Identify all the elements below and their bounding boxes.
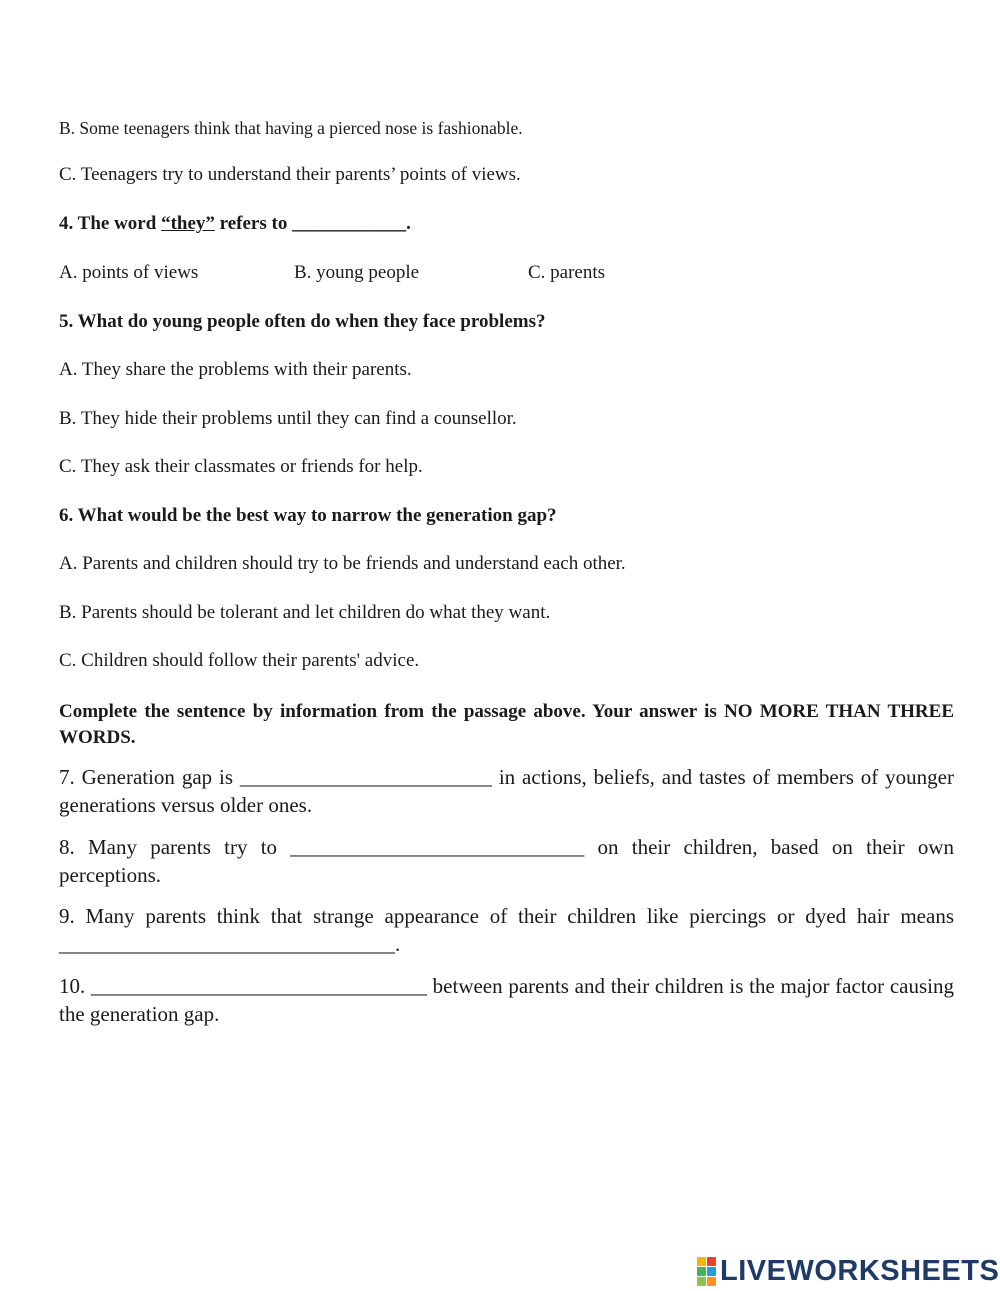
q4-option-c: C. parents bbox=[528, 262, 606, 283]
fill-in-instruction: Complete the sentence by information from the passage above. Your answer is NO MORE THAN THREE WORDS. bbox=[59, 701, 954, 748]
q4-option-a: A. points of views bbox=[59, 262, 199, 283]
logo-block bbox=[697, 1277, 706, 1286]
logo-blocks-icon bbox=[697, 1257, 716, 1286]
q6-question: 6. What would be the best way to narrow the generation gap? bbox=[59, 505, 557, 526]
q9-sentence: 9. Many parents think that strange appearance of their children like piercings or dyed hair means ________________________________. bbox=[59, 904, 954, 956]
logo-block bbox=[697, 1257, 706, 1266]
q8-sentence: 8. Many parents try to ____________________________ on their children, based on their own perceptions. bbox=[59, 835, 954, 887]
logo-block bbox=[707, 1277, 716, 1286]
q7-sentence: 7. Generation gap is ________________________ in actions, beliefs, and tastes of members of younger generations versus older ones. bbox=[59, 765, 954, 817]
q3-option-c: C. Teenagers try to understand their parents’ points of views. bbox=[59, 164, 521, 185]
logo-block bbox=[697, 1267, 706, 1276]
logo-block bbox=[707, 1257, 716, 1266]
logo-block bbox=[707, 1267, 716, 1276]
liveworksheets-logo bbox=[697, 1256, 999, 1286]
q5-option-a: A. They share the problems with their parents. bbox=[59, 359, 412, 380]
q4-referent-word: “they” bbox=[161, 213, 215, 234]
q5-question: 5. What do young people often do when they face problems? bbox=[59, 311, 546, 332]
q6-option-a: A. Parents and children should try to be friends and understand each other. bbox=[59, 553, 626, 574]
q5-option-b: B. They hide their problems until they can find a counsellor. bbox=[59, 408, 517, 429]
q4-suffix: refers to ____________. bbox=[214, 213, 411, 234]
q4-option-b: B. young people bbox=[294, 262, 420, 283]
q5-option-c: C. They ask their classmates or friends for help. bbox=[59, 456, 423, 477]
q3-option-b: B. Some teenagers think that having a pierced nose is fashionable. bbox=[59, 118, 523, 138]
q4-prefix: 4. The word bbox=[59, 213, 162, 234]
logo-wordmark: LIVEWORKSHEETS bbox=[720, 1254, 1000, 1287]
q10-sentence: 10. ________________________________ between parents and their children is the major factor causing the generation gap. bbox=[59, 974, 954, 1026]
q6-option-c: C. Children should follow their parents' advice. bbox=[59, 650, 420, 671]
q4-question bbox=[59, 212, 411, 236]
q6-option-b: B. Parents should be tolerant and let children do what they want. bbox=[59, 602, 551, 623]
